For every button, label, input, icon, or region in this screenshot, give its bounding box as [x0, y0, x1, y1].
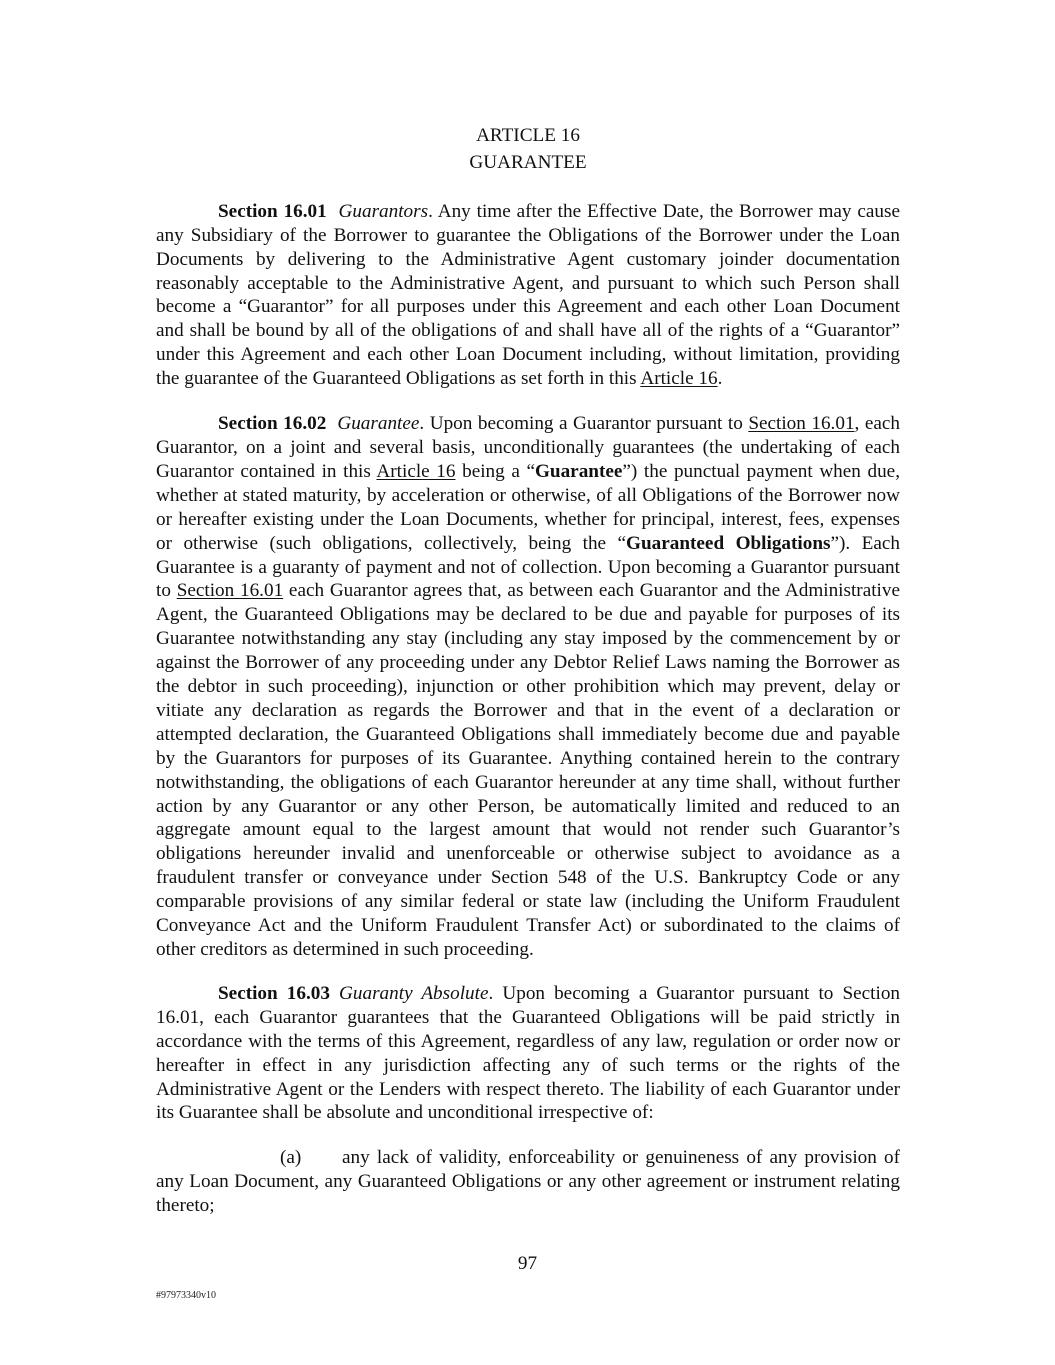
- section-number: Section 16.03: [218, 982, 330, 1004]
- section-16-02-paragraph: [156, 412, 900, 962]
- section-16-03-paragraph: [156, 982, 900, 1125]
- clause-label: (a): [280, 1147, 302, 1169]
- section-title: Guarantee: [337, 413, 420, 435]
- document-id: #97973340v10: [156, 1290, 216, 1301]
- page-number: 97: [517, 1253, 538, 1274]
- article-number: ARTICLE 16: [476, 125, 580, 146]
- cross-reference: Article 16: [376, 460, 456, 482]
- document-body: [156, 124, 900, 1218]
- paragraph-text: ”). Each Guarantee is a guaranty of payment and not of collection. Upon becoming a Guarantor pursuant to: [156, 532, 900, 602]
- paragraph-text: being a “: [455, 460, 535, 482]
- paragraph-text: . Upon becoming a Guarantor pursuant to Section 16.01, each Guarantor guarantees that the Guaranteed Obligations will be paid strictly in accordance with the terms of this Agreement, regardless of any law, regulation or order now or hereafter in effect in any jurisdiction affecting any of such terms or the rights of the Administrative Agent or the Lenders with respect thereto. The liability of each Guarantor under its Guarantee shall be absolute and unconditional irrespective of:: [156, 982, 901, 1124]
- article-title: GUARANTEE: [469, 151, 587, 173]
- cross-reference: Article 16: [640, 368, 718, 390]
- defined-term: Guaranteed Obligations: [626, 532, 831, 554]
- cross-reference: Section 16.01: [176, 580, 284, 602]
- section-title: Guarantors: [338, 200, 429, 222]
- paragraph-text: . Any time after the Effective Date, the Borrower may cause any Subsidiary of the Borrower to guarantee the Obligations of the Borrower under the Loan Documents by delivering to the Administrative Agent customary joinder documentation reasonably acceptable to the Administrative Agent, and pursuant to which such Person shall become a “Guarantor” for all purposes under this Agreement and each other Loan Document and shall be bound by all of the obligations of and shall have all of the rights of a “Guarantor” under this Agreement and each other Loan Document including, without limitation, providing the guarantee of the Guaranteed Obligations as set forth in this: [156, 200, 900, 390]
- section-title: Guaranty Absolute: [339, 982, 489, 1004]
- paragraph-text: ”) the punctual payment when due, whether at stated maturity, by acceleration or otherwise, of all Obligations of the Borrower now or hereafter existing under the Loan Documents, whether for principal, interest, fees, expenses or otherwise (such obligations, collectively, being the “: [156, 460, 900, 554]
- defined-term: Guarantee: [534, 460, 623, 482]
- clause-a: [156, 1146, 900, 1218]
- cross-reference: Section 16.01: [748, 413, 855, 435]
- paragraph-text: each Guarantor agrees that, as between each Guarantor and the Administrative Agent, the Guaranteed Obligations may be declared to be due and payable for purposes of its Guarantee notwithstanding any stay (including any stay imposed by the commencement by or against the Borrower of any proceeding under any Debtor Relief Laws naming the Borrower as the debtor in such proceeding), injunction or other prohibition which may prevent, delay or vitiate any declaration as regards the Borrower and that in the event of a declaration or attempted declaration, the Guaranteed Obligations shall immediately become due and payable by the Guarantors for purposes of its Guarantee. Anything contained herein to the contrary notwithstanding, the obligations of each Guarantor hereunder at any time shall, without further action by any Guarantor or any other Person, be automatically limited and reduced to an aggregate amount equal to the largest amount that would not render such Guarantor’s obligations hereunder invalid and unenforceable or otherwise subject to avoidance as a fraudulent transfer or conveyance under Section 548 of the U.S. Bankruptcy Code or any comparable provisions of any similar federal or state law (including the Uniform Fraudulent Conveyance Act and the Uniform Fraudulent Transfer Act) or subordinated to the claims of other creditors as determined in such proceeding.: [156, 580, 900, 960]
- section-number: Section 16.02: [218, 413, 327, 435]
- paragraph-text: , each Guarantor, on a joint and several basis, unconditionally guarantees (the undertaking of each Guarantor contained in this: [156, 413, 900, 482]
- clause-text: any lack of validity, enforceability or genuineness of any provision of any Loan Document, any Guaranteed Obligations or any other agreement or instrument relating thereto;: [156, 1147, 900, 1217]
- paragraph-text: . Upon becoming a Guarantor pursuant to: [419, 413, 749, 435]
- section-16-01-paragraph: [156, 200, 900, 391]
- paragraph-text: .: [717, 368, 723, 390]
- section-number: Section 16.01: [218, 200, 327, 222]
